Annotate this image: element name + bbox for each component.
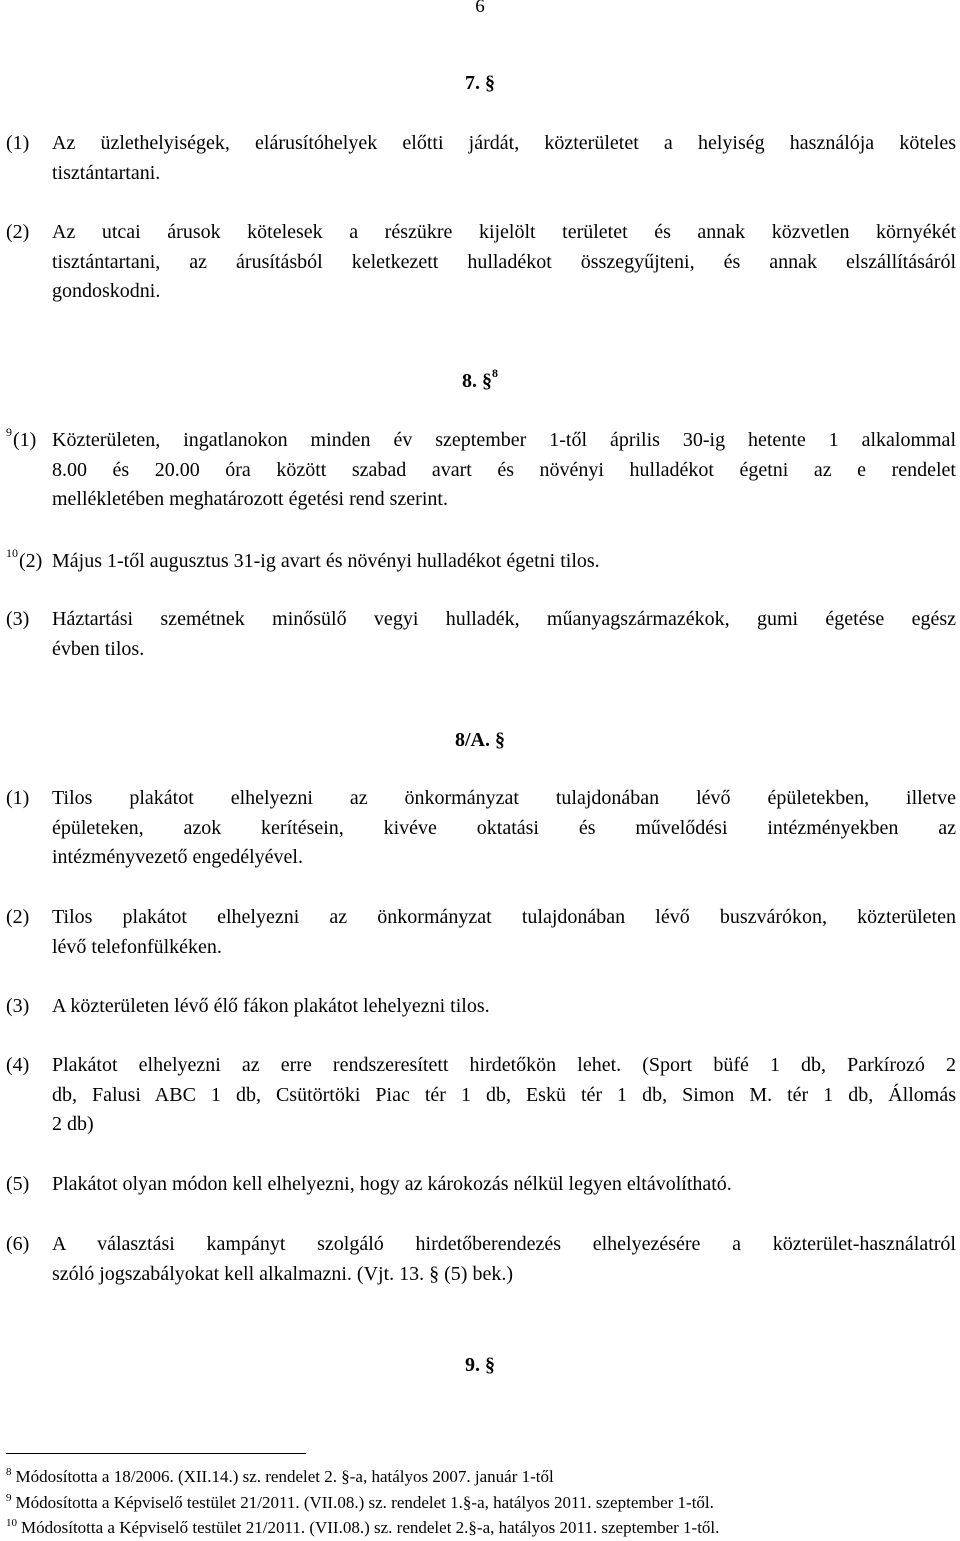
paragraph-8-2 [6, 547, 956, 577]
paragraph-7-1 [6, 129, 956, 188]
paragraph-line: A közterületen lévő élő fákon plakátot lehelyezni tilos. [52, 995, 490, 1017]
footnote-mark: 9 [6, 1492, 12, 1504]
paragraph-line: Az üzlethelyiségek, elárusítóhelyek előtti járdát, közterületet a helyiség használója köteles [52, 132, 956, 154]
page-number: 6 [475, 0, 485, 17]
paragraph-number: (2) [6, 906, 30, 928]
paragraph-number: $^9$(1) [6, 425, 37, 451]
section-heading-7: 7. § [465, 72, 495, 94]
paragraph-line: tisztántartani, az árusításból keletkezett hulladékot összegyűjteni, és annak elszállításáról [52, 250, 956, 273]
paragraph-line: intézményvezető engedélyével. [52, 846, 303, 868]
footnote-reference: 10 [6, 546, 18, 560]
footnote-text: Módosította a Képviselő testület 21/2011. (VII.08.) sz. rendelet 2.§-a, hatályos 2011. szeptember 1-től. [21, 1518, 720, 1537]
paragraph-line: db, Falusi ABC 1 db, Csütörtöki Piac tér 1 db, Eskü tér 1 db, Simon M. tér 1 db, Állomás [52, 1083, 956, 1106]
section-heading-9: 9. § [465, 1354, 495, 1376]
paragraph-number: (1) [6, 132, 30, 154]
section-heading-8a: 8/A. § [455, 729, 505, 751]
paragraph-number: (2) [6, 221, 30, 243]
paragraph-line: épületeken, azok kerítésein, kivéve oktatási és művelődési intézményekben az [52, 816, 956, 839]
paragraph-line: Tilos plakátot elhelyezni az önkormányzat tulajdonában lévő buszvárókon, közterületen [52, 906, 956, 928]
footnote-text: Módosította a 18/2006. (XII.14.) sz. rendelet 2. §-a, hatályos 2007. január 1-től [15, 1467, 554, 1486]
paragraph-8a-4 [6, 1051, 956, 1140]
paragraph-line: Plakátot elhelyezni az erre rendszeresített hirdetőkön lehet. (Sport büfé 1 db, Parkírozó 2 [52, 1054, 956, 1076]
paragraph-line: szóló jogszabályokat kell alkalmazni. (Vjt. 13. § (5) bek.) [52, 1262, 513, 1285]
paragraph-line: Közterületen, ingatlanokon minden év szeptember 1-től április 30-ig hetente 1 alkalommal [52, 429, 956, 451]
section-heading-8 [0, 367, 960, 397]
paragraph-line: Az utcai árusok kötelesek a részükre kijelölt területet és annak közvetlen környékét [52, 221, 956, 243]
paragraph-number: (4) [6, 1054, 30, 1076]
paragraph-line: Háztartási szemétnek minősülő vegyi hulladék, műanyagszármazékok, gumi égetése egész [52, 608, 956, 630]
footnote-10 [6, 1517, 956, 1541]
paragraph-line: Május 1-től augusztus 31-ig avart és növényi hulladékot égetni tilos. [52, 550, 600, 572]
paragraph-8-1 [6, 426, 956, 515]
paragraph-line: tisztántartani. [52, 161, 161, 184]
heading-text: 8. § [462, 370, 492, 392]
paragraph-number: (3) [6, 608, 30, 630]
paragraph-number: (6) [6, 1233, 30, 1255]
paragraph-number: (3) [6, 995, 30, 1017]
paragraph-line: A választási kampányt szolgáló hirdetőberendezés elhelyezésére a közterület-használatról [52, 1233, 956, 1255]
paragraph-line: 2 db) [52, 1113, 94, 1135]
paragraph-8a-5 [6, 1170, 956, 1200]
footnote-separator [6, 1453, 306, 1454]
footnote-mark: 10 [6, 1517, 17, 1529]
footnote-9 [6, 1492, 956, 1516]
paragraph-line: 8.00 és 20.00 óra között szabad avart és növényi hulladékot égetni az e rendelet [52, 458, 956, 481]
footnote-text: Módosította a Képviselő testület 21/2011. (VII.08.) sz. rendelet 1.§-a, hatályos 2011. szeptember 1-től. [15, 1493, 714, 1512]
footnote-reference: 9 [6, 425, 12, 439]
paragraph-8a-1 [6, 784, 956, 873]
paragraph-line: lévő telefonfülkéken. [52, 935, 222, 958]
paragraph-8a-3 [6, 992, 956, 1022]
paragraph-line: Tilos plakátot elhelyezni az önkormányzat tulajdonában lévő épületekben, illetve [52, 787, 956, 809]
footnote-reference: 8 [492, 366, 498, 380]
paragraph-8-3 [6, 605, 956, 664]
footnote-mark: 8 [6, 1466, 12, 1478]
paragraph-8a-2 [6, 903, 956, 962]
paragraph-number: $^{10}$(2) [6, 546, 43, 572]
paragraph-8a-6 [6, 1230, 956, 1289]
paragraph-number: (5) [6, 1173, 30, 1195]
paragraph-line: mellékletében meghatározott égetési rend szerint. [52, 488, 448, 510]
paragraph-number: (1) [6, 787, 30, 809]
paragraph-7-2 [6, 218, 956, 307]
paragraph-line: gondoskodni. [52, 280, 161, 302]
paragraph-line: évben tilos. [52, 637, 145, 660]
paragraph-line: Plakátot olyan módon kell elhelyezni, hogy az károkozás nélkül legyen eltávolítható. [52, 1173, 732, 1195]
footnote-8 [6, 1466, 956, 1490]
